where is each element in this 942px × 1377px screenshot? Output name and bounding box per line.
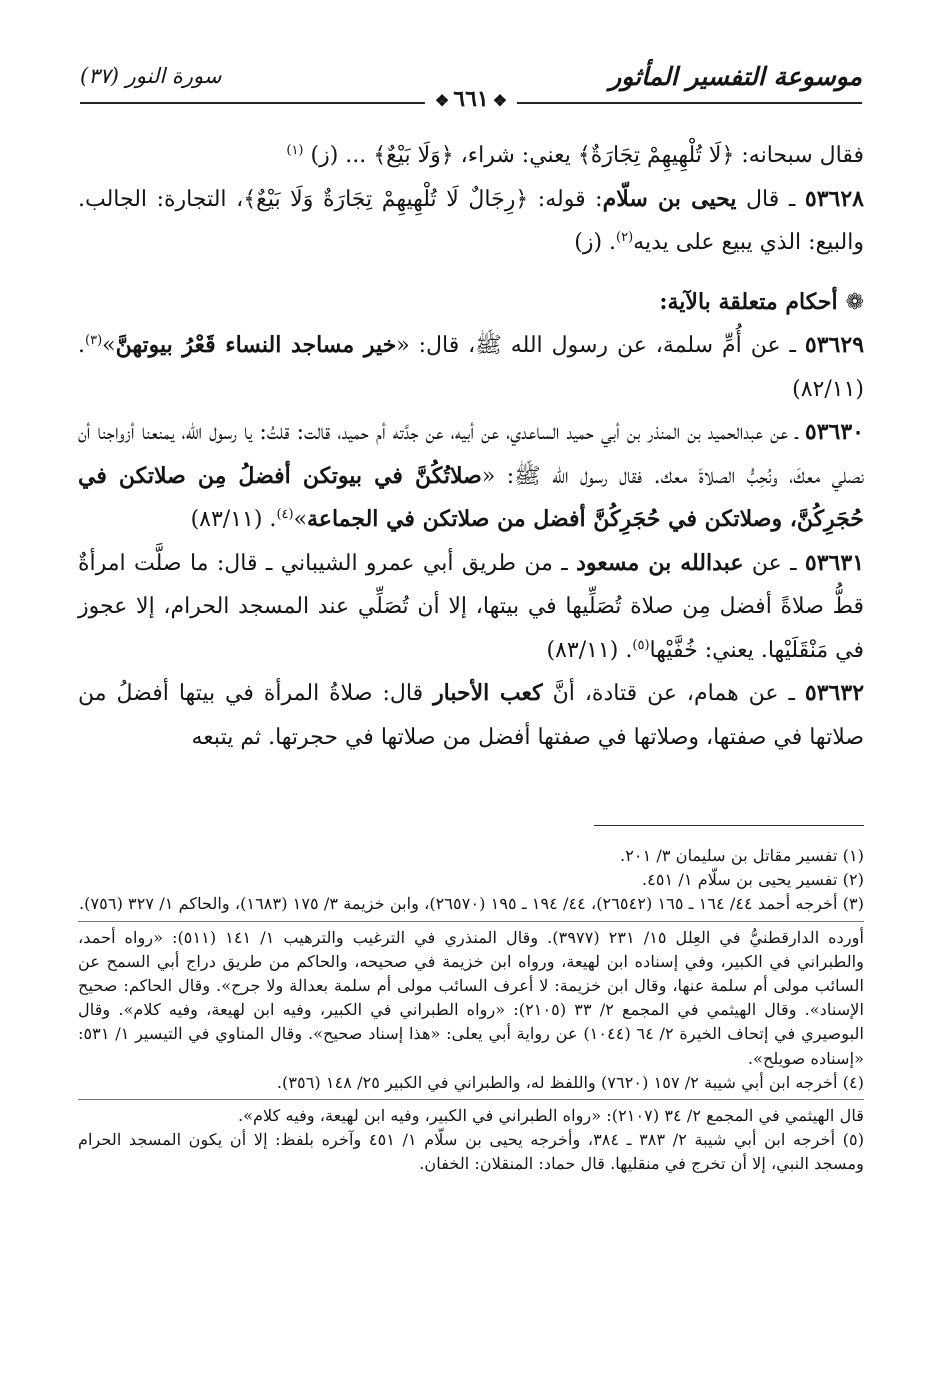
paragraph bbox=[78, 324, 864, 411]
footnote-comment: أورده الدارقطنيُّ في العِلل ١٥/ ٢٣١ (٣٩٧٧). وقال المنذري في الترغيب والترهيب ١/ ١٤١ (٥١١): «رواه أحمد، والطبراني في الكبير، وفي إسناده ابن لهيعة، ورواه ابن خزيمة في صحيحه، والحاكم من طريق دراج أبي السمح عن السائب مولى أم سلمة عنها، وقال ابن خزيمة: لا أعرف السائب مولى أم سلمة بعدالة ولا جرح». وقال الحاكم: صحيح الإسناد». وقال الهيثمي في المجمع ٢/ ٣٣ (٢١٠٥): «رواه الطبراني في الكبير، وفيه ابن لهيعة، وفيه كلام». وقال البوصيري في إتحاف الخيرة ٢/ ٦٤ (١٠٤٤) عن رواية أبي يعلى: «هذا إسناد صحيح». وقال المناوي في التيسير ١/ ٥٣١: «إسناده صويلح». bbox=[78, 921, 864, 1071]
paragraph-text: » bbox=[102, 333, 116, 358]
report-number: ٥٣٦٣١ bbox=[804, 549, 865, 576]
footnote-separator bbox=[594, 825, 864, 826]
hadith-text: صلاتُكُنَّ في بيوتكن أفضلُ مِن صلاتكن في حُجَرِكُنَّ، وصلاتكن في حُجَرِكُنَّ أفضل من صلاتكن في الجماعة bbox=[78, 462, 864, 532]
surah-title: سورة النور (٣٧) bbox=[80, 64, 222, 88]
paragraph-text: قال: صلاةُ المرأة في بيتها أفضلُ من صلاتها في صفتها، وصلاتها في صفتها أفضل من صلاتها في حجرتها. ثم يتبعه bbox=[78, 681, 864, 750]
paragraph bbox=[78, 542, 864, 673]
footnote-ref: (٣) bbox=[85, 333, 103, 348]
paragraph-text: . (٨٣/١١) bbox=[190, 507, 277, 532]
book-title: موسوعة التفسير المأثور bbox=[609, 62, 862, 91]
paragraph-text: ـ عن عبدالحميد بن المنذر بن أبي حميد الساعدي، عن أبيه، عن جدَّته أم حميد، قالت: قلتُ: يا رسول الله، يمنعنا أزواجنا أن نصلي معكَ، ونُحِبُّ الصلاةَ معك. فقال رسول الله ﷺ: « bbox=[78, 420, 864, 489]
footnote-ref: (١) bbox=[286, 143, 304, 158]
footnote-ref: (٤) bbox=[276, 507, 294, 522]
narrator-name: يحيى بن سلّام bbox=[602, 185, 737, 212]
section-heading bbox=[78, 281, 864, 325]
paragraph-text: ـ عن همام، عن قتادة، أنَّ bbox=[542, 681, 795, 706]
narrator-name: عبدالله بن مسعود bbox=[576, 549, 744, 576]
footnote-ref: (٢) bbox=[616, 230, 634, 245]
paragraph bbox=[78, 672, 864, 759]
page-number bbox=[425, 86, 517, 112]
page-number-value: ٦٦١ bbox=[453, 86, 489, 112]
footnote-ref: (٥) bbox=[632, 637, 650, 653]
narrator-name: كعب الأحبار bbox=[433, 680, 543, 706]
paragraph-text: فقال سبحانه: ﴿لَا تُلْهِيهِمْ تِجَارَةٌ﴾ يعني: شراء، ﴿وَلَا بَيْعٌ﴾ ... (ز) bbox=[310, 143, 864, 168]
footnote: (٣) أخرجه أحمد ٤٤/ ١٦٤ ـ ١٦٥ (٢٦٥٤٢)، ٤٤/ ١٩٤ ـ ١٩٥ (٢٦٥٧٠)، وابن خزيمة ٣/ ١٧٥ (١٦٨٣)، والحاكم ١/ ٣٢٧ (٧٥٦). bbox=[79, 894, 864, 914]
paragraph-text: ـ عن bbox=[743, 550, 797, 576]
paragraph-text: . (٨٢/١١) bbox=[78, 333, 864, 402]
footnote: (١) تفسير مقاتل بن سليمان ٣/ ٢٠١. bbox=[620, 846, 864, 865]
paragraph bbox=[78, 411, 864, 542]
paragraph-text: . (ز) bbox=[574, 230, 617, 255]
ornament-icon: ❖ bbox=[492, 91, 508, 110]
section-heading-text: أحكام متعلقة بالآية: bbox=[659, 288, 838, 315]
page-header bbox=[80, 58, 862, 118]
flower-ornament-icon: ❁ bbox=[845, 289, 864, 315]
footnote: (٤) أخرجه ابن أبي شيبة ٢/ ١٥٧ (٧٦٢٠) واللفظ له، والطبراني في الكبير ٢٥/ ١٤٨ (٣٥٦). bbox=[276, 1072, 864, 1092]
report-number: ٥٣٦٢٨ bbox=[804, 185, 864, 212]
footnote: (٢) تفسير يحيى بن سلّام ١/ ٤٥١. bbox=[642, 870, 864, 890]
hadith-text: خير مساجد النساء قَعْرُ بيوتهنَّ bbox=[115, 332, 397, 358]
report-number: ٥٣٦٣٢ bbox=[804, 680, 865, 706]
paragraph bbox=[78, 134, 864, 178]
footnote: (٥) أخرجه ابن أبي شيبة ٢/ ٣٨٣ ـ ٣٨٤، وأخرجه يحيى بن سلّام ١/ ٤٥١ وآخره بلفظ: إلا أن يكون المسجد الحرام ومسجد النبي، إلا أن تخرج في منقليها. قال حماد: المنقلان: الخفان. bbox=[78, 1130, 865, 1174]
paragraph-text: ـ من طريق أبي عمرو الشيباني ـ قال: ما صلَّت امرأةٌ قطُّ صلاةً أفضل مِن صلاة تُصَلِّيها في بيتها، إلا أن تُصَلِّي عند المسجد الحرام، إلا عجوز في مَنْقَلَيْها. يعني: خُفَّيْها bbox=[78, 550, 864, 663]
footnotes bbox=[78, 844, 864, 1177]
main-text bbox=[78, 134, 864, 759]
ornament-icon: ❖ bbox=[434, 91, 450, 110]
report-number: ٥٣٦٣٠ bbox=[804, 419, 864, 445]
paragraph-text: ـ عن أُمِّ سلمة، عن رسول الله ﷺ، قال: « bbox=[396, 333, 796, 358]
report-number: ٥٣٦٢٩ bbox=[804, 332, 865, 358]
paragraph bbox=[78, 178, 864, 265]
footnote-comment: قال الهيثمي في المجمع ٢/ ٣٤ (٢١٠٧): «رواه الطبراني في الكبير، وفيه ابن لهيعة، وفيه كلام». bbox=[78, 1099, 864, 1128]
paragraph-text: » bbox=[293, 507, 308, 532]
paragraph-text: : قوله: ﴿رِجَالٌ لَا تُلْهِيهِمْ تِجَارَةٌ وَلَا بَيْعٌ﴾، التجارة: الجالب. والبيع: الذي يبيع على يديه bbox=[78, 186, 864, 255]
paragraph-text: ـ قال bbox=[736, 186, 796, 212]
paragraph-text: . (٨٣/١١) bbox=[546, 637, 633, 663]
